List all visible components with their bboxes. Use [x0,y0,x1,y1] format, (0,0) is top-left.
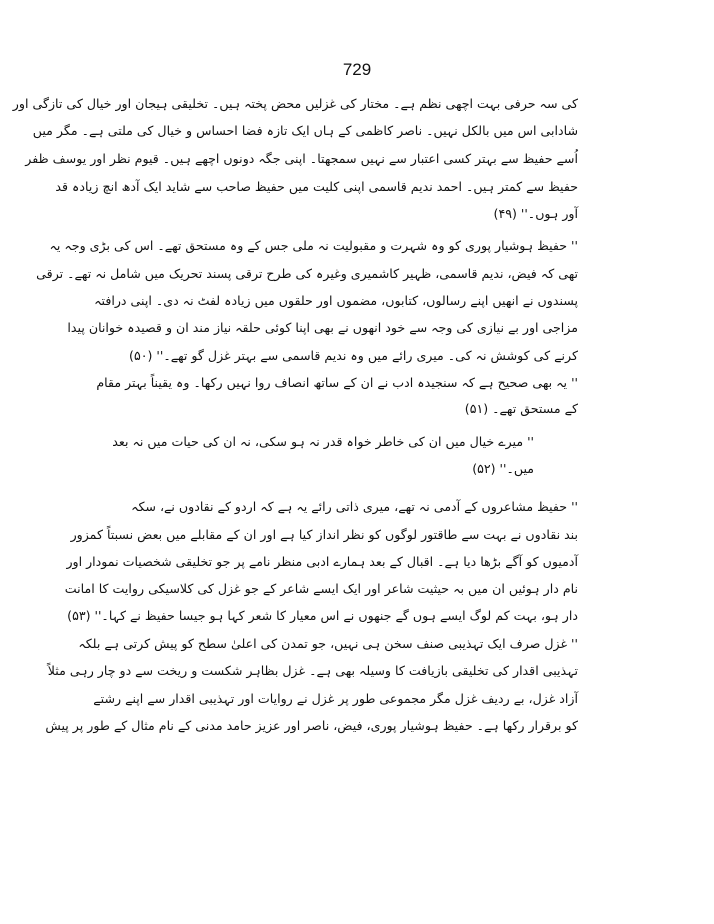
text-line: اُسے حفیظ سے بہتر کسی اعتبار سے نہیں سمجھتا۔ اپنی جگہ دونوں اچھے ہیں۔ قیوم نظر اور یوسف ظفر [25,151,578,166]
text-line: کو برقرار رکھا ہے۔ حفیظ ہوشیار پوری، فیض، ناصر اور عزیز حامد مدنی کے نام مثال کے طور پر پیش [45,718,578,733]
text-line: آزاد غزل، بے ردیف غزل مگر مجموعی طور پر غزل نے روایات اور تہذیبی اقدار سے اپنے رشتے [93,691,578,706]
text-line: بند نقادوں نے بہت سے طاقتور لوگوں کو نظر انداز کیا ہے اور ان کے مقابلے میں بعض نسبتاً کمزور [70,527,578,542]
text-line: نام دار ہوئیں ان میں بہ حیثیت شاعر اور ایک ایسے شاعر کے جو غزل کی کلاسیکی روایت کا امانت [64,581,578,596]
text-line: کرنے کی کوشش نہ کی۔ میری رائے میں وہ ندیم قاسمی سے بہتر غزل گو تھے۔'' (۵۰) [129,348,578,363]
text-line: شادابی اس میں بالکل نہیں۔ ناصر کاظمی کے ہاں ایک تازہ فضا احساس و خیال کی ملتی ہے۔ مگر میں [32,123,578,138]
text-line: تہذیبی اقدار کی تخلیقی بازیافت کا وسیلہ بھی ہے۔ غزل بظاہر شکست و ریخت سے دو چار رہی مثلاً [47,663,578,678]
text-line: پسندوں نے انھیں اپنے رسالوں، کتابوں، مضموں اور حلقوں میں زیادہ لفٹ نہ دی۔ اپنی درافتہ [94,293,578,308]
text-line: '' غزل صرف ایک تہذیبی صنف سخن ہی نہیں، جو تمدن کی اعلیٰ سطح کو پیش کرتی ہے بلکہ [78,636,578,651]
page-number: 729 [342,60,372,79]
text-line: کی سہ حرفی بہت اچھی نظم ہے۔ مختار کی غزلیں محض پختہ ہیں۔ تخلیقی ہیجان اور خیال کی تازگی اور [12,96,578,111]
text-line: دار ہو، بہت کم لوگ ایسے ہوں گے جنھوں نے اس معیار کا شعر کہا ہو جیسا حفیظ نے کہا۔'' (۵۳) [67,608,578,623]
text-line: تھی کہ فیض، ندیم قاسمی، ظہیر کاشمیری وغیرہ کی طرح ترقی پسند تحریک میں شامل نہ تھے۔ ترقی [36,266,578,281]
text-line: کے مستحق تھے۔ (۵۱) [464,401,578,416]
text-line: آدمیوں کو آگے بڑھا دیا ہے۔ اقبال کے بعد ہمارے ادبی منظر نامے پر جو تخلیقی شخصیات نمودار اور [66,554,578,569]
text-line: '' میرے خیال میں ان کی خاطر خواہ قدر نہ ہو سکی، نہ ان کی حیات میں نہ بعد [112,434,534,449]
text-line: آور ہوں۔'' (۴۹) [493,206,578,221]
text-line: حفیظ سے کمتر ہیں۔ احمد ندیم قاسمی اپنی کلیت میں حفیظ صاحب سے شاید ایک آدھ انچ زیادہ قد [55,179,578,194]
text-line: '' حفیظ مشاعروں کے آدمی نہ تھے، میری ذاتی رائے یہ ہے کہ اردو کے نقادوں نے، سکہ [131,499,578,514]
text-line: '' یہ بھی صحیح ہے کہ سنجیدہ ادب نے ان کے ساتھ انصاف روا نہیں رکھا۔ وہ یقیناً بہتر مقام [96,375,578,390]
text-line: مزاجی اور بے نیازی کی وجہ سے خود انھوں نے بھی اپنا کوئی حلقہ نیاز مند ان و قصیدہ خوانان پیدا [67,320,578,335]
text-line: میں۔'' (۵۲) [472,461,534,476]
text-line: '' حفیظ ہوشیار پوری کو وہ شہرت و مقبولیت نہ ملی جس کے وہ مستحق تھے۔ اس کی بڑی وجہ یہ [49,238,578,253]
